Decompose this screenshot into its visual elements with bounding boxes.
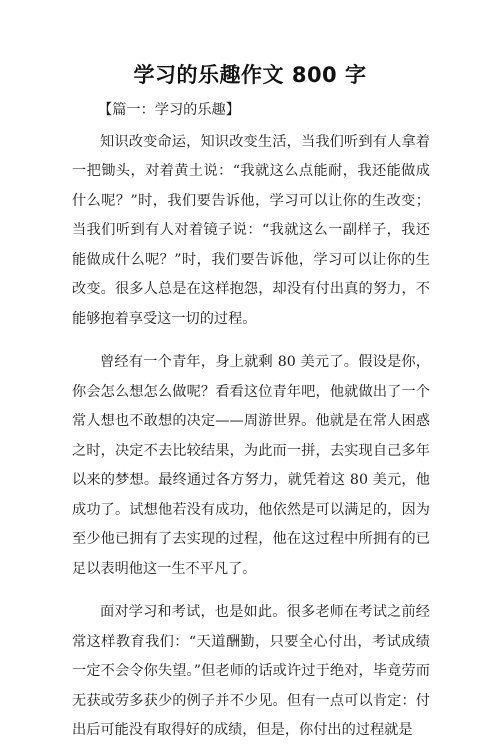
document-title: 学习的乐趣作文 800 字: [133, 63, 367, 87]
section-heading: 【篇一：学习的乐趣】: [98, 102, 240, 118]
paragraph-2: 曾经有一个青年，身上就剩 80 美元了。假设是你，你会怎么想怎么做呢？看看这位青年吧，他就做出了一个常人想也不敢想的决定——周游世界。他就是在常人困惑之时，决定不去比较结果，为此而一拼，去实现自己多年以来的梦想。最终通过各方努力，就凭着这 80 美元，他成功了。试想他若没有成功，他依然是可以满足的，因为至少他已拥有了去实现的过程，他在这过程中所拥有的已足以表明他这一生不平凡了。: [72, 354, 430, 577]
paragraph-1: 知识改变命运，知识改变生活，当我们听到有人拿着一把锄头，对着黄土说：“我就这么点能耐，我还能做成什么呢？”时，我们要告诉他，学习可以让你的生改变；当我们听到有人对着镜子说：“我就这么一副样子，我还能做成什么呢？”时，我们要告诉他，学习可以让你的生改变。很多人总是在这样抱怨，却没有付出真的努力，不能够抱着享受这一切的过程。: [72, 133, 430, 327]
document-body: [72, 96, 430, 746]
paragraph-3: 面对学习和考试，也是如此。很多老师在考试之前经常这样教育我们：“天道酬勤，只要全心付出，考试成绩一定不会令你失望。”但老师的话或许过于绝对，毕竟劳而无获或劳多获少的例子并不少见。但有一点可以肯定：付出后可能没有取得好的成绩，但是，你付出的过程就是: [72, 604, 430, 738]
